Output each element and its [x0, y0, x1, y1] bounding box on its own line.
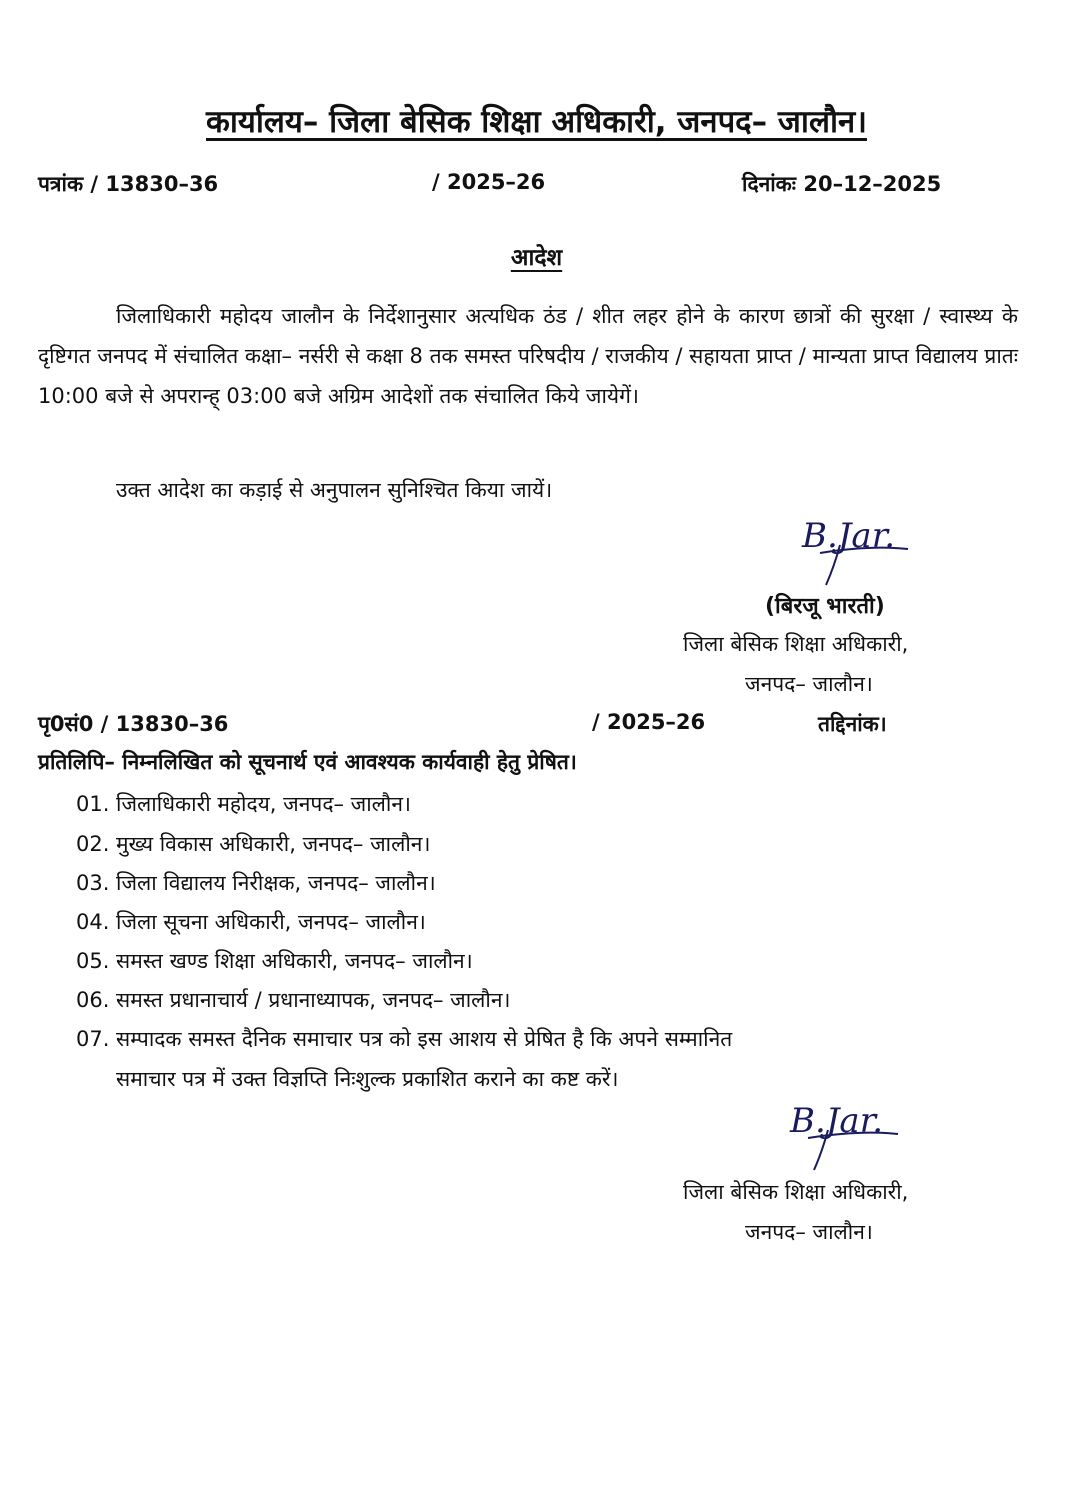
signatory-name: (बिरजू भारती) [765, 594, 885, 619]
reference-year: / 2025–26 [432, 170, 546, 194]
list-item [76, 790, 411, 818]
compliance-line: उक्त आदेश का कड़ाई से अनुपालन सुनिश्चित किया जायें। [116, 478, 553, 502]
list-number: 03. [76, 871, 110, 895]
list-number: 05. [76, 949, 110, 973]
list-item [76, 947, 473, 975]
list-item [76, 1025, 732, 1053]
list-number: 06. [76, 988, 110, 1012]
order-paragraph: जिलाधिकारी महोदय जालौन के निर्देशानुसार अत्यधिक ठंड / शीत लहर होने के कारण छात्रों की सुरक्षा / स्वास्थ्य के दृष्टिगत जनपद में संचालित कक्षा– नर्सरी से कक्षा 8 तक समस्त परिषदीय / राजकीय / सहायता प्राप्त / मान्यता प्राप्त विद्यालय प्रातः 10:00 बजे से अपरान्ह् 03:00 बजे अग्रिम आदेशों तक संचालित किये जायेगें। [38, 304, 1018, 408]
copy-reference-year: / 2025–26 [592, 710, 706, 734]
list-number: 04. [76, 910, 110, 934]
reference-number: पत्रांक / 13830–36 [38, 172, 219, 196]
list-number: 01. [76, 792, 110, 816]
signatory-designation: जिला बेसिक शिक्षा अधिकारी, [683, 632, 909, 656]
list-item [76, 986, 510, 1014]
order-heading: आदेश [510, 245, 563, 271]
footer-place: जनपद– जालौन। [745, 1220, 873, 1244]
copy-heading: प्रतिलिपि– निम्नलिखित को सूचनार्थ एवं आवश्यक कार्यवाही हेतु प्रेषित। [38, 750, 577, 774]
list-text: मुख्य विकास अधिकारी, जनपद– जालौन। [116, 832, 431, 856]
copy-reference-number: पृ0सं0 / 13830–36 [38, 712, 229, 736]
signature-icon [790, 505, 930, 595]
signatory-place: जनपद– जालौन। [745, 672, 873, 696]
list-item [76, 830, 430, 858]
list-text: सम्पादक समस्त दैनिक समाचार पत्र को इस आशय से प्रेषित है कि अपने सम्मानित [116, 1027, 733, 1051]
list-number: 07. [76, 1027, 110, 1051]
signature-icon [780, 1090, 920, 1180]
footer-designation: जिला बेसिक शिक्षा अधिकारी, [683, 1180, 909, 1204]
list-text: जिला विद्यालय निरीक्षक, जनपद– जालौन। [116, 871, 436, 895]
signature-image [780, 1090, 920, 1184]
list-text: समस्त प्रधानाचार्य / प्रधानाध्यापक, जनपद– जालौन। [116, 988, 511, 1012]
list-item-continuation: समाचार पत्र में उक्त विज्ञप्ति निःशुल्क प्रकाशित कराने का कष्ट करें। [116, 1067, 619, 1091]
list-text: जिलाधिकारी महोदय, जनपद– जालौन। [116, 792, 411, 816]
signature-text: B.Jar. [802, 516, 896, 556]
signature-text: B.Jar. [790, 1101, 884, 1141]
signature-image [790, 505, 930, 599]
list-text: जिला सूचना अधिकारी, जनपद– जालौन। [116, 910, 426, 934]
list-item [76, 869, 436, 897]
copy-reference-date: तद्दिनांक। [818, 712, 887, 736]
office-title: कार्यालय– जिला बेसिक शिक्षा अधिकारी, जनपद– जालौन। [206, 104, 867, 140]
list-text: समस्त खण्ड शिक्षा अधिकारी, जनपद– जालौन। [116, 949, 473, 973]
reference-date: दिनांकः 20–12–2025 [742, 172, 942, 196]
list-number: 02. [76, 832, 110, 856]
list-item [76, 908, 426, 936]
